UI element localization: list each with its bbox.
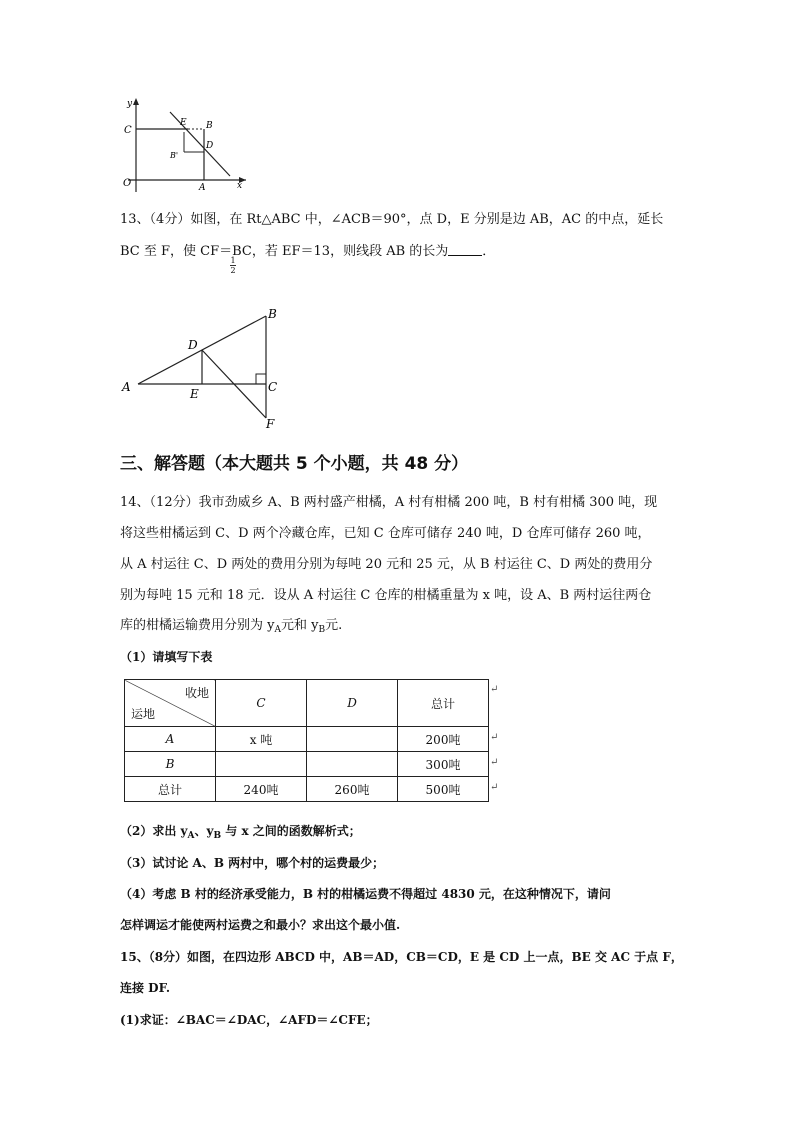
- fraction-numerator: 1: [230, 256, 236, 265]
- fig1-label-b: B: [206, 121, 213, 131]
- q14-part4-line2: 怎样调运才能使两村运费之和最小？求出这个最小值.: [120, 918, 401, 932]
- table-cell: [307, 727, 398, 752]
- table-header-row: [125, 680, 489, 727]
- table-cell: 500吨: [398, 777, 489, 802]
- q15-line1: 15、（8分）如图，在四边形 ABCD 中，AB＝AD，CB＝CD，E 是 CD 上一点，BE 交 AC 于点 F，: [120, 950, 683, 964]
- fig2-label-e: E: [190, 387, 199, 401]
- q15-line2: 连接 DF.: [120, 981, 171, 995]
- q14-line5: 库的柑橘运输费用分别为 $y_A$元和 $y_B$元.: [120, 618, 343, 635]
- q15-part1: (1)求证：∠BAC＝∠DAC，∠AFD＝∠CFE；: [120, 1013, 378, 1027]
- answer-blank: [448, 243, 482, 256]
- q14-part3: （3）试讨论 A、B 两村中，哪个村的运费最少；: [120, 856, 385, 870]
- q14-line2: 将这些柑橘运到 C、D 两个冷藏仓库，已知 C 仓库可储存 240 吨，D 仓库可储存 260 吨，: [120, 526, 651, 541]
- fig1-label-y: y: [127, 99, 133, 109]
- q13-line2-a: BC 至 F，使 CF＝: [120, 244, 233, 259]
- row-label: 总计: [125, 777, 216, 802]
- table-row: [125, 752, 489, 777]
- q13-line2: [120, 240, 495, 259]
- return-mark: ↵: [490, 782, 499, 793]
- row-label: A: [125, 727, 216, 752]
- return-mark: ↵: [490, 757, 499, 768]
- q13-line2-end: ．: [482, 244, 496, 259]
- fig1-label-bp: B': [170, 151, 179, 160]
- header-receive-label: 收地: [184, 686, 209, 700]
- table-row: [125, 727, 489, 752]
- fig1-label-e: E: [180, 118, 187, 128]
- fig1-label-c: C: [124, 125, 132, 136]
- coordinate-figure: [118, 96, 250, 194]
- col-total-header: 总计: [398, 680, 489, 727]
- table-row: [125, 777, 489, 802]
- fig1-label-x: x: [237, 181, 243, 191]
- table-cell: 300吨: [398, 752, 489, 777]
- fig2-label-c: C: [268, 380, 278, 394]
- col-c-header: C: [216, 680, 307, 727]
- diagonal-header-cell: [125, 680, 216, 727]
- table-cell: 260吨: [307, 777, 398, 802]
- table-cell: [216, 752, 307, 777]
- header-ship-label: 运地: [131, 707, 156, 721]
- return-mark: ↵: [490, 732, 499, 743]
- q14-part4-line1: （4）考虑 B 村的经济承受能力，B 村的柑橘运费不得超过 4830 元，在这种情况下，请问: [120, 887, 611, 901]
- q14-line3: 从 A 村运往 C、D 两处的费用分别为每吨 20 元和 25 元，从 B 村运往 C、D 两处的费用分: [120, 557, 653, 572]
- distribution-table: [124, 679, 489, 802]
- q14-part1: （1）请填写下表: [120, 650, 213, 664]
- fig2-label-d: D: [188, 338, 198, 352]
- table-cell: 240吨: [216, 777, 307, 802]
- q14-line1: 14、（12分）我市劲威乡 A、B 两村盛产柑橘，A 村有柑橘 200 吨，B 村有柑橘 300 吨，现: [120, 495, 658, 510]
- table-cell: 200吨: [398, 727, 489, 752]
- q14-line4: 别为每吨 15 元和 18 元．设从 A 村运往 C 仓库的柑橘重量为 x 吨，设 A、B 两村运往两仓: [120, 588, 652, 603]
- half-fraction: [230, 256, 236, 275]
- fig2-label-f: F: [266, 417, 275, 431]
- q14-part2: （2）求出 $y_A$、$y_B$ 与 x 之间的函数解析式；: [120, 824, 361, 841]
- fraction-denominator: 2: [230, 266, 236, 275]
- q13-line1: 13、（4分）如图，在 Rt△ABC 中，∠ACB＝90°，点 D，E 分别是边 AB，AC 的中点，延长: [120, 212, 664, 227]
- table-cell: x 吨: [216, 727, 307, 752]
- col-d-header: D: [307, 680, 398, 727]
- table-cell: [307, 752, 398, 777]
- fig2-label-b: B: [268, 307, 277, 321]
- fig1-label-o: O: [123, 178, 132, 189]
- triangle-figure: [118, 302, 288, 432]
- fig1-label-d: D: [206, 141, 214, 151]
- fig1-label-a: A: [199, 183, 206, 193]
- row-label: B: [125, 752, 216, 777]
- return-mark: ↵: [490, 684, 499, 695]
- section-title: 三、解答题（本大题共 5 个小题，共 48 分）: [120, 454, 469, 474]
- q13-line2-b: BC，若 EF＝13，则线段 AB 的长为: [232, 244, 449, 259]
- fig2-label-a: A: [122, 380, 131, 394]
